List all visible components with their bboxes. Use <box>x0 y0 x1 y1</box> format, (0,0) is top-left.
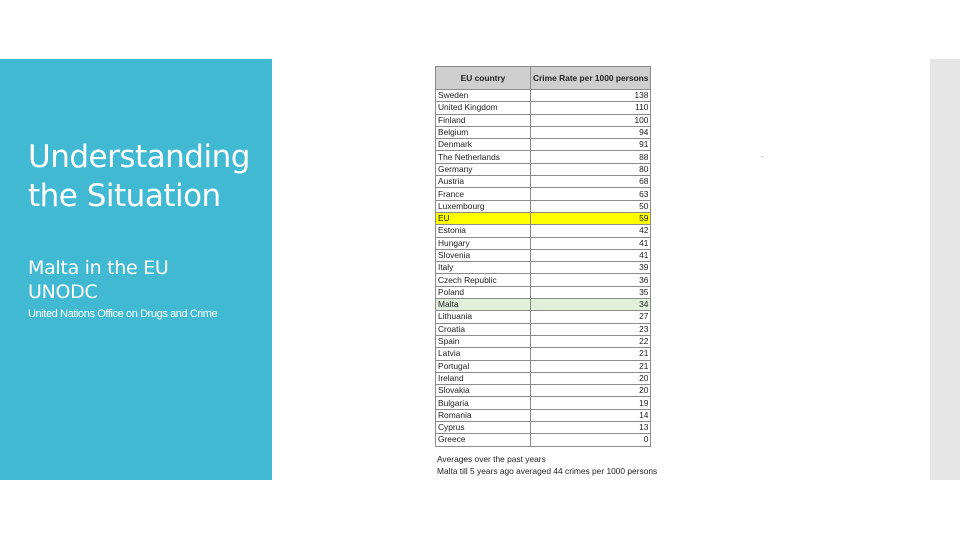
cell-country: France <box>436 188 531 200</box>
cell-rate: 80 <box>531 163 651 175</box>
table-row <box>436 114 651 126</box>
table-row <box>436 102 651 114</box>
slide-subtitle <box>28 256 168 304</box>
cell-rate: 59 <box>531 212 651 224</box>
table-row <box>436 323 651 335</box>
table-row <box>436 188 651 200</box>
cell-country: Cyprus <box>436 422 531 434</box>
cell-rate: 34 <box>531 299 651 311</box>
note-averages: Averages over the past years <box>437 454 546 464</box>
table-row <box>436 434 651 446</box>
table-header-row <box>436 67 651 90</box>
cell-country: Bulgaria <box>436 397 531 409</box>
subtitle-malta-eu: Malta in the EU <box>28 257 169 279</box>
header-crime-rate: Crime Rate per 1000 persons <box>531 67 651 90</box>
cell-country: Luxembourg <box>436 200 531 212</box>
cell-rate: 23 <box>531 323 651 335</box>
table-row <box>436 385 651 397</box>
cell-country: Slovenia <box>436 249 531 261</box>
cell-country: United Kingdom <box>436 102 531 114</box>
table-row <box>436 299 651 311</box>
table-row <box>436 163 651 175</box>
cell-rate: 63 <box>531 188 651 200</box>
cell-rate: 22 <box>531 335 651 347</box>
subtitle-unodc-full: United Nations Office on Drugs and Crime <box>28 308 218 320</box>
table-row <box>436 126 651 138</box>
cell-rate: 88 <box>531 151 651 163</box>
cell-rate: 91 <box>531 139 651 151</box>
cell-country: Sweden <box>436 90 531 102</box>
cell-country: Denmark <box>436 139 531 151</box>
cell-country: Estonia <box>436 225 531 237</box>
table-row <box>436 311 651 323</box>
cell-rate: 20 <box>531 385 651 397</box>
cell-country: Romania <box>436 409 531 421</box>
cell-rate: 41 <box>531 249 651 261</box>
cell-country: EU <box>436 212 531 224</box>
cell-rate: 21 <box>531 348 651 360</box>
cell-country: Spain <box>436 335 531 347</box>
table-row <box>436 274 651 286</box>
cell-country: Italy <box>436 262 531 274</box>
cell-country: Ireland <box>436 372 531 384</box>
cell-rate: 39 <box>531 262 651 274</box>
cell-country: Austria <box>436 176 531 188</box>
crime-rate-table <box>435 66 651 447</box>
table-row <box>436 262 651 274</box>
cell-rate: 14 <box>531 409 651 421</box>
cell-country: The Netherlands <box>436 151 531 163</box>
cell-country: Latvia <box>436 348 531 360</box>
table-notes <box>437 454 657 477</box>
table-row <box>436 360 651 372</box>
cell-rate: 27 <box>531 311 651 323</box>
stray-dot: . <box>761 150 764 159</box>
table-row <box>436 237 651 249</box>
cell-rate: 110 <box>531 102 651 114</box>
cell-country: Croatia <box>436 323 531 335</box>
cell-country: Germany <box>436 163 531 175</box>
table-row <box>436 151 651 163</box>
table-row <box>436 335 651 347</box>
table-body <box>436 90 651 447</box>
note-malta: Malta till 5 years ago averaged 44 crimes per 1000 persons <box>437 465 658 476</box>
cell-rate: 41 <box>531 237 651 249</box>
slide-title: Understanding the Situation <box>28 139 250 214</box>
cell-country: Slovakia <box>436 385 531 397</box>
cell-rate: 50 <box>531 200 651 212</box>
cell-rate: 138 <box>531 90 651 102</box>
cell-country: Portugal <box>436 360 531 372</box>
cell-rate: 94 <box>531 126 651 138</box>
cell-country: Czech Republic <box>436 274 531 286</box>
table-row <box>436 372 651 384</box>
cell-country: Poland <box>436 286 531 298</box>
header-eu-country: EU country <box>436 67 531 90</box>
cell-rate: 19 <box>531 397 651 409</box>
table-row <box>436 200 651 212</box>
right-edge-bar <box>930 59 960 480</box>
table-row <box>436 212 651 224</box>
cell-rate: 42 <box>531 225 651 237</box>
table-row <box>436 348 651 360</box>
cell-rate: 68 <box>531 176 651 188</box>
cell-country: Belgium <box>436 126 531 138</box>
cell-rate: 20 <box>531 372 651 384</box>
table-row <box>436 249 651 261</box>
cell-country: Finland <box>436 114 531 126</box>
table-row <box>436 139 651 151</box>
cell-country: Lithuania <box>436 311 531 323</box>
table-row <box>436 176 651 188</box>
cell-rate: 13 <box>531 422 651 434</box>
cell-rate: 21 <box>531 360 651 372</box>
cell-rate: 36 <box>531 274 651 286</box>
cell-rate: 35 <box>531 286 651 298</box>
table-row <box>436 286 651 298</box>
table-row <box>436 225 651 237</box>
table-row <box>436 397 651 409</box>
table-row <box>436 409 651 421</box>
cell-rate: 0 <box>531 434 651 446</box>
cell-rate: 100 <box>531 114 651 126</box>
subtitle-unodc: UNODC <box>28 281 98 303</box>
cell-country: Malta <box>436 299 531 311</box>
cell-country: Greece <box>436 434 531 446</box>
cell-country: Hungary <box>436 237 531 249</box>
table-row <box>436 90 651 102</box>
table-row <box>436 422 651 434</box>
